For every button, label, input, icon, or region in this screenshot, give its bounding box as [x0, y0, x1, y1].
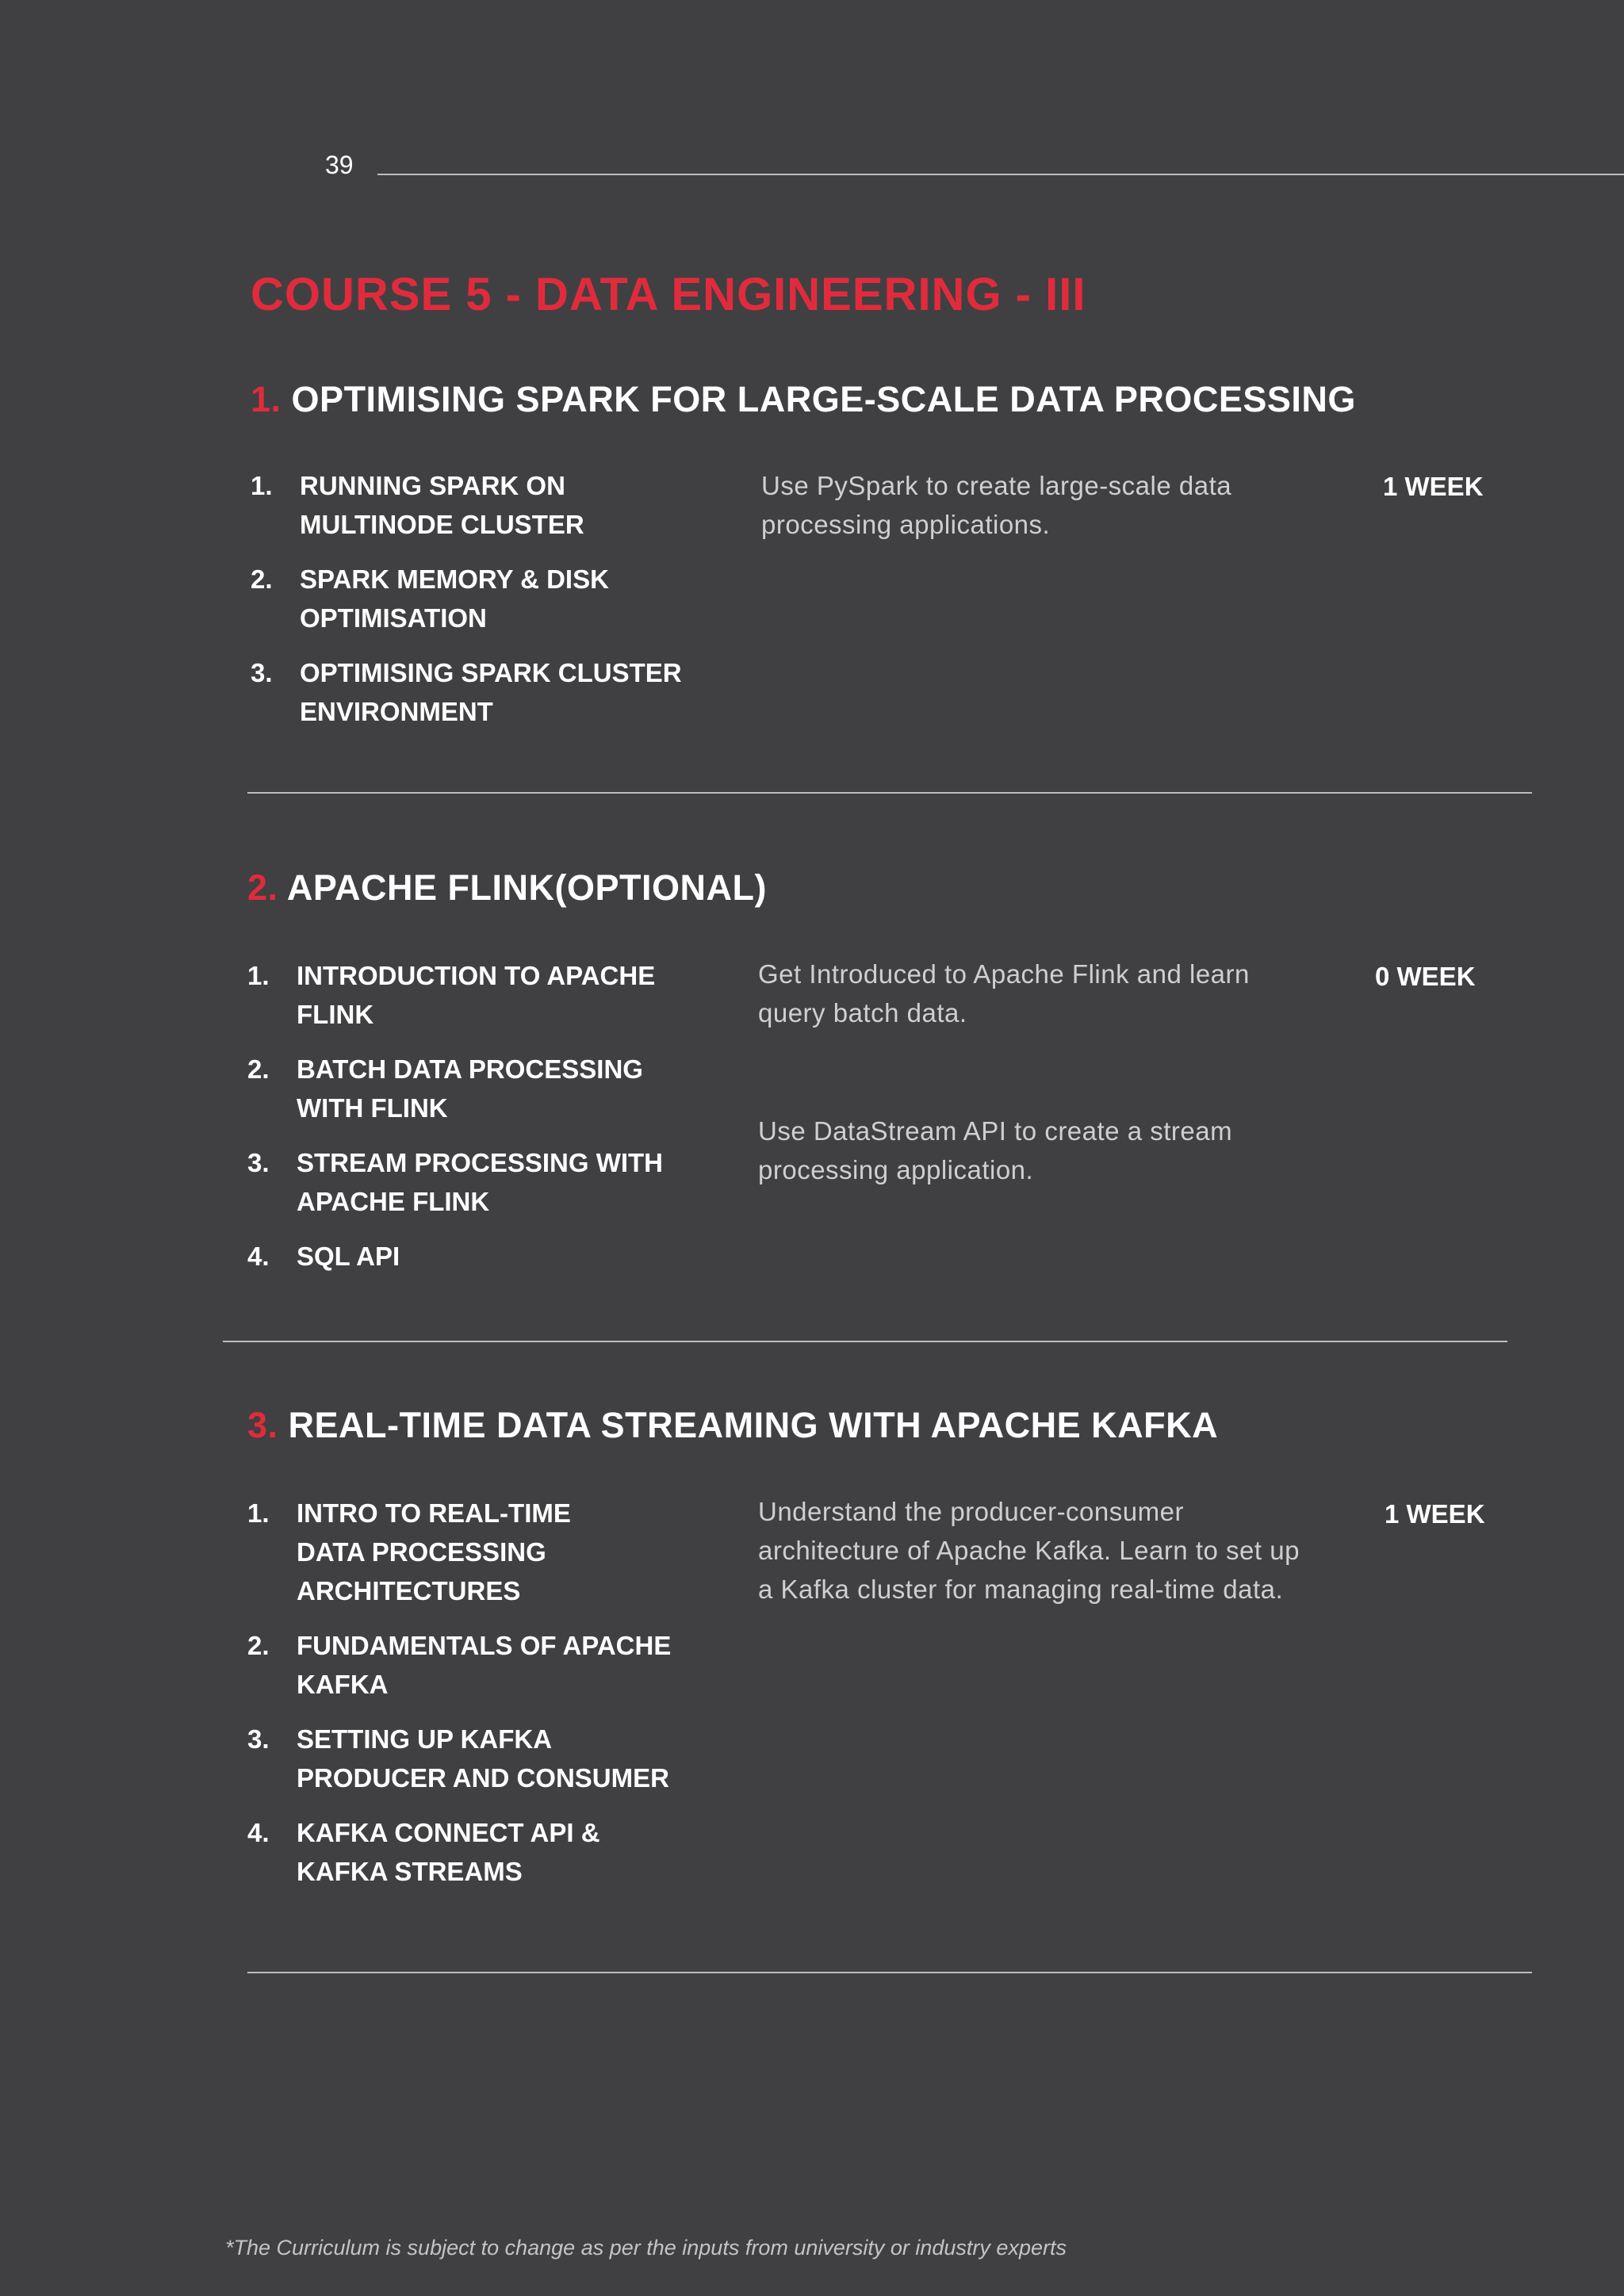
section-title — [251, 379, 1356, 420]
section-title-text: OPTIMISING SPARK FOR LARGE-SCALE DATA PROCESSING — [291, 379, 1356, 419]
topic-line: MULTINODE CLUSTER — [300, 510, 584, 539]
topic-line: SPARK MEMORY & DISK — [300, 564, 609, 594]
section-description — [758, 1112, 1361, 1189]
topic-line: KAFKA STREAMS — [297, 1857, 523, 1886]
section-title-text: REAL-TIME DATA STREAMING WITH APACHE KAFKA — [288, 1405, 1219, 1445]
topic-item — [251, 653, 726, 731]
topic-number: 2. — [247, 1054, 270, 1084]
duration-badge: 0 WEEK — [1375, 962, 1476, 991]
topic-number: 1. — [251, 471, 273, 500]
topic-item — [247, 1237, 723, 1276]
topic-number: 2. — [247, 1631, 270, 1660]
description-line: processing applications. — [761, 510, 1051, 539]
section-1 — [251, 379, 1535, 744]
topic-number: 1. — [247, 1498, 270, 1528]
topic-line: INTRODUCTION TO APACHE — [297, 961, 656, 990]
section-title — [247, 1405, 1218, 1446]
header-rule — [377, 174, 1624, 175]
topic-list — [251, 466, 726, 747]
topic-line: PRODUCER AND CONSUMER — [297, 1763, 669, 1793]
section-divider — [247, 1972, 1532, 1973]
section-number: 3. — [247, 1405, 278, 1445]
section-divider — [223, 1341, 1507, 1342]
description-line: query batch data. — [758, 998, 967, 1027]
topic-number: 2. — [251, 564, 273, 594]
topic-item — [251, 466, 726, 544]
topic-line: FLINK — [297, 1000, 374, 1029]
description-line: Use DataStream API to create a stream — [758, 1116, 1233, 1146]
topic-item — [247, 1626, 723, 1704]
topic-line: KAFKA CONNECT API & — [297, 1818, 600, 1847]
topic-number: 1. — [247, 961, 270, 990]
topic-list — [247, 956, 723, 1292]
topic-item — [247, 1143, 723, 1221]
topic-item — [247, 1720, 723, 1797]
topic-line: WITH FLINK — [297, 1093, 448, 1123]
topic-item — [247, 1050, 723, 1127]
topic-number: 4. — [247, 1242, 270, 1271]
topic-line: OPTIMISING SPARK CLUSTER — [300, 658, 682, 687]
duration-badge: 1 WEEK — [1383, 472, 1484, 501]
topic-number: 4. — [247, 1818, 270, 1847]
topic-line: SETTING UP KAFKA — [297, 1724, 553, 1754]
topic-line: OPTIMISATION — [300, 603, 487, 633]
description-line: Get Introduced to Apache Flink and learn — [758, 959, 1250, 989]
topic-number: 3. — [247, 1148, 270, 1177]
description-line: a Kafka cluster for managing real-time data. — [758, 1575, 1284, 1604]
description-line: architecture of Apache Kafka. Learn to set up — [758, 1536, 1300, 1565]
topic-line: STREAM PROCESSING WITH — [297, 1148, 664, 1177]
topic-line: APACHE FLINK — [297, 1187, 490, 1216]
description-line: Understand the producer-consumer — [758, 1497, 1184, 1526]
section-description — [761, 466, 1364, 544]
section-title-text: APACHE FLINK(OPTIONAL) — [286, 867, 767, 908]
topic-number: 3. — [247, 1724, 270, 1754]
section-description — [758, 1492, 1392, 1609]
description-line: Use PySpark to create large-scale data — [761, 471, 1232, 500]
topic-line: INTRO TO REAL-TIME — [297, 1498, 571, 1528]
section-3 — [247, 1405, 1532, 1928]
topic-line: DATA PROCESSING — [297, 1537, 546, 1567]
section-title — [247, 867, 767, 909]
topic-line: ARCHITECTURES — [297, 1576, 521, 1605]
course-title: COURSE 5 - DATA ENGINEERING - III — [251, 269, 1086, 320]
section-2 — [247, 867, 1532, 1295]
topic-item — [247, 956, 723, 1034]
topic-line: SQL API — [297, 1242, 400, 1271]
topic-item — [247, 1494, 723, 1610]
section-number: 1. — [251, 379, 282, 419]
description-line: processing application. — [758, 1155, 1034, 1184]
topic-item — [251, 560, 726, 637]
topic-list — [247, 1494, 723, 1907]
topic-line: BATCH DATA PROCESSING — [297, 1054, 643, 1084]
topic-line: RUNNING SPARK ON — [300, 471, 565, 500]
topic-item — [247, 1813, 723, 1891]
topic-number: 3. — [251, 658, 273, 687]
section-description — [758, 955, 1361, 1032]
section-number: 2. — [247, 867, 278, 908]
duration-badge: 1 WEEK — [1385, 1499, 1485, 1529]
page-number: 39 — [325, 151, 354, 179]
section-divider — [247, 792, 1532, 794]
topic-line: KAFKA — [297, 1670, 389, 1699]
topic-line: FUNDAMENTALS OF APACHE — [297, 1631, 672, 1660]
topic-line: ENVIRONMENT — [300, 697, 493, 726]
footnote: *The Curriculum is subject to change as per the inputs from university or industry experts — [225, 2236, 1067, 2260]
